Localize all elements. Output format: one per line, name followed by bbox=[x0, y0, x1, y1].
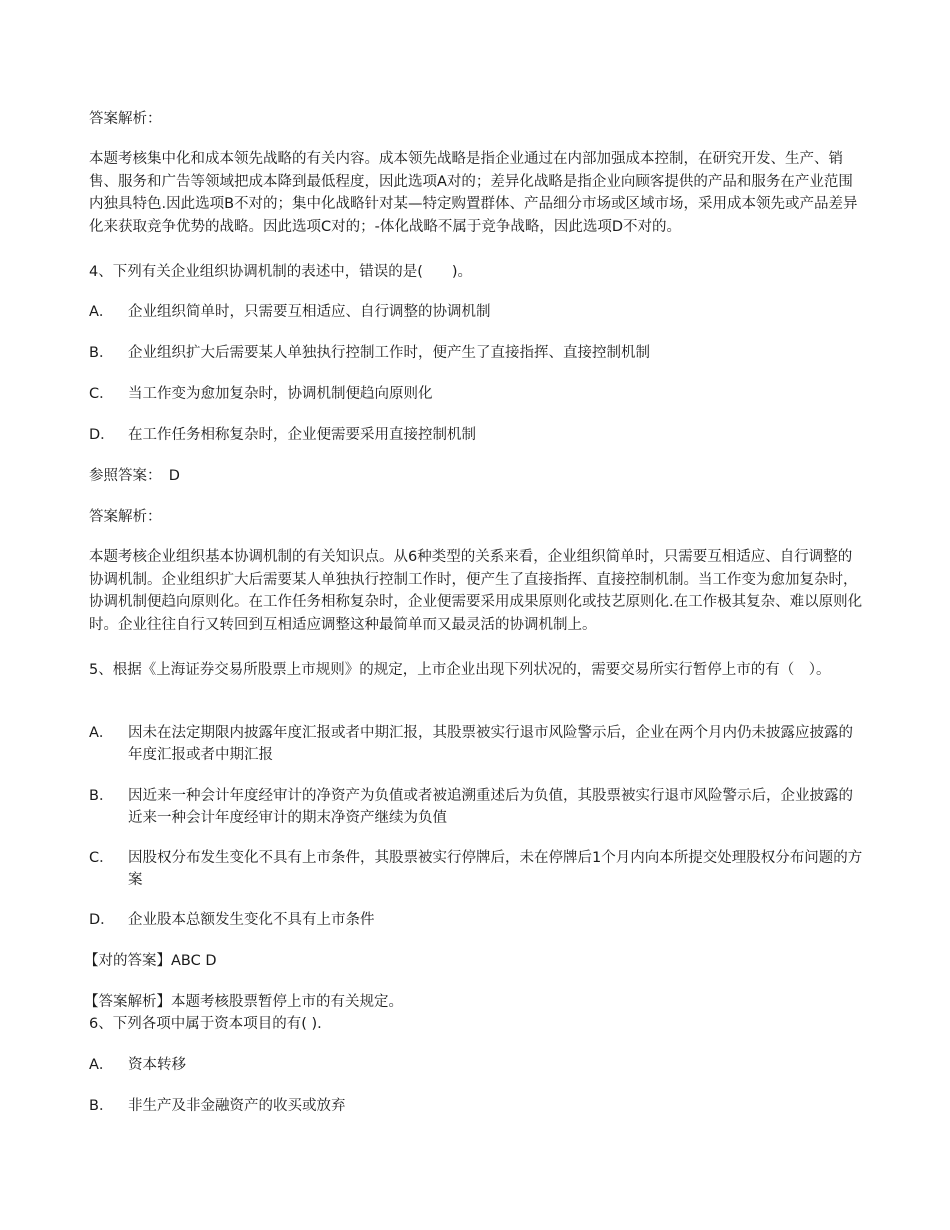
q6-option-a bbox=[89, 1054, 864, 1076]
option-text: 因近来一种会计年度经审计的净资产为负值或者被追溯重述后为负值，其股票被实行退市风险警示后，企业披露的近来一种会计年度经审计的期末净资产继续为负值 bbox=[128, 788, 853, 826]
q5-correct-answer: 【对的答案】ABC D bbox=[84, 953, 217, 969]
question-6-title: 6、下列各项中属于资本项目的有( ). bbox=[89, 1016, 322, 1032]
q5-option-d bbox=[89, 909, 864, 931]
option-text: 非生产及非金融资产的收买或放弃 bbox=[128, 1098, 346, 1114]
option-letter: B． bbox=[89, 1098, 114, 1114]
option-letter: A． bbox=[89, 1057, 114, 1073]
analysis-text-q4: 本题考核企业组织基本协调机制的有关知识点。从6种类型的关系来看，企业组织简单时，只需要互相适应、自行调整的协调机制。企业组织扩大后需要某人单独执行控制工作时，便产生了直接指挥、直接控制机制。当工作变为愈加复杂时，协调机制便趋向原则化。在工作任务相称复杂时，企业便需要采用成果原则化或技艺原则化.在工作极其复杂、难以原则化时。企业往往自行又转回到互相适应调整这种最简单而又最灵活的协调机制上。 bbox=[89, 549, 863, 633]
option-text: 企业组织扩大后需要某人单独执行控制工作时，便产生了直接指挥、直接控制机制 bbox=[128, 345, 650, 361]
analysis-label-q4: 答案解析： bbox=[89, 509, 162, 525]
q4-option-a bbox=[89, 301, 864, 323]
option-text: 当工作变为愈加复杂时，协调机制便趋向原则化 bbox=[128, 386, 433, 402]
option-letter: B． bbox=[89, 345, 114, 361]
q4-option-b bbox=[89, 342, 864, 364]
option-text: 企业股本总额发生变化不具有上市条件 bbox=[128, 912, 375, 928]
option-letter: C． bbox=[89, 850, 114, 866]
analysis-text-q3: 本题考核集中化和成本领先战略的有关内容。成本领先战略是指企业通过在内部加强成本控制，在研究开发、生产、销售、服务和广告等领域把成本降到最低程度，因此选项A对的；差异化战略是指企业向顾客提供的产品和服务在产业范围内独具特色.因此选项B不对的；集中化战略针对某—特定购置群体、产品细分市场或区域市场，采用成本领先或产品差异化来获取竞争优势的战略。因此选项C对的；-体化战略不属于竞争战略，因此选项D不对的。 bbox=[89, 151, 858, 235]
option-letter: A． bbox=[89, 725, 114, 741]
q5-answer-analysis: 【答案解析】本题考核股票暂停上市的有关规定。 bbox=[84, 994, 403, 1010]
option-letter: A． bbox=[89, 304, 114, 320]
option-text: 因股权分布发生变化不具有上市条件，其股票被实行停牌后，未在停牌后1个月内向本所提交处理股权分布问题的方案 bbox=[128, 850, 863, 888]
question-5-title: 5、根据《上海证券交易所股票上市规则》的规定，上市企业出现下列状况的，需要交易所实行暂停上市的有（ ）。 bbox=[89, 662, 831, 678]
q5-option-b bbox=[89, 785, 864, 829]
q4-option-c bbox=[89, 383, 864, 405]
option-letter: B． bbox=[89, 788, 114, 804]
option-text: 因未在法定期限内披露年度汇报或者中期汇报，其股票被实行退市风险警示后，企业在两个月内仍未披露应披露的年度汇报或者中期汇报 bbox=[128, 725, 853, 763]
analysis-label-q3: 答案解析： bbox=[89, 111, 162, 127]
q6-option-b bbox=[89, 1095, 864, 1117]
option-text: 在工作任务相称复杂时，企业便需要采用直接控制机制 bbox=[128, 427, 476, 443]
option-text: 企业组织简单时，只需要互相适应、自行调整的协调机制 bbox=[128, 304, 491, 320]
q5-option-c bbox=[89, 847, 864, 891]
option-letter: D． bbox=[89, 912, 115, 928]
option-letter: D． bbox=[89, 427, 115, 443]
q4-option-d bbox=[89, 424, 864, 446]
question-4-title: 4、下列有关企业组织协调机制的表述中，错误的是( )。 bbox=[89, 264, 473, 280]
option-text: 资本转移 bbox=[128, 1057, 186, 1073]
option-letter: C． bbox=[89, 386, 114, 402]
q5-option-a bbox=[89, 722, 864, 766]
q4-reference-answer: 参照答案： D bbox=[89, 468, 180, 484]
